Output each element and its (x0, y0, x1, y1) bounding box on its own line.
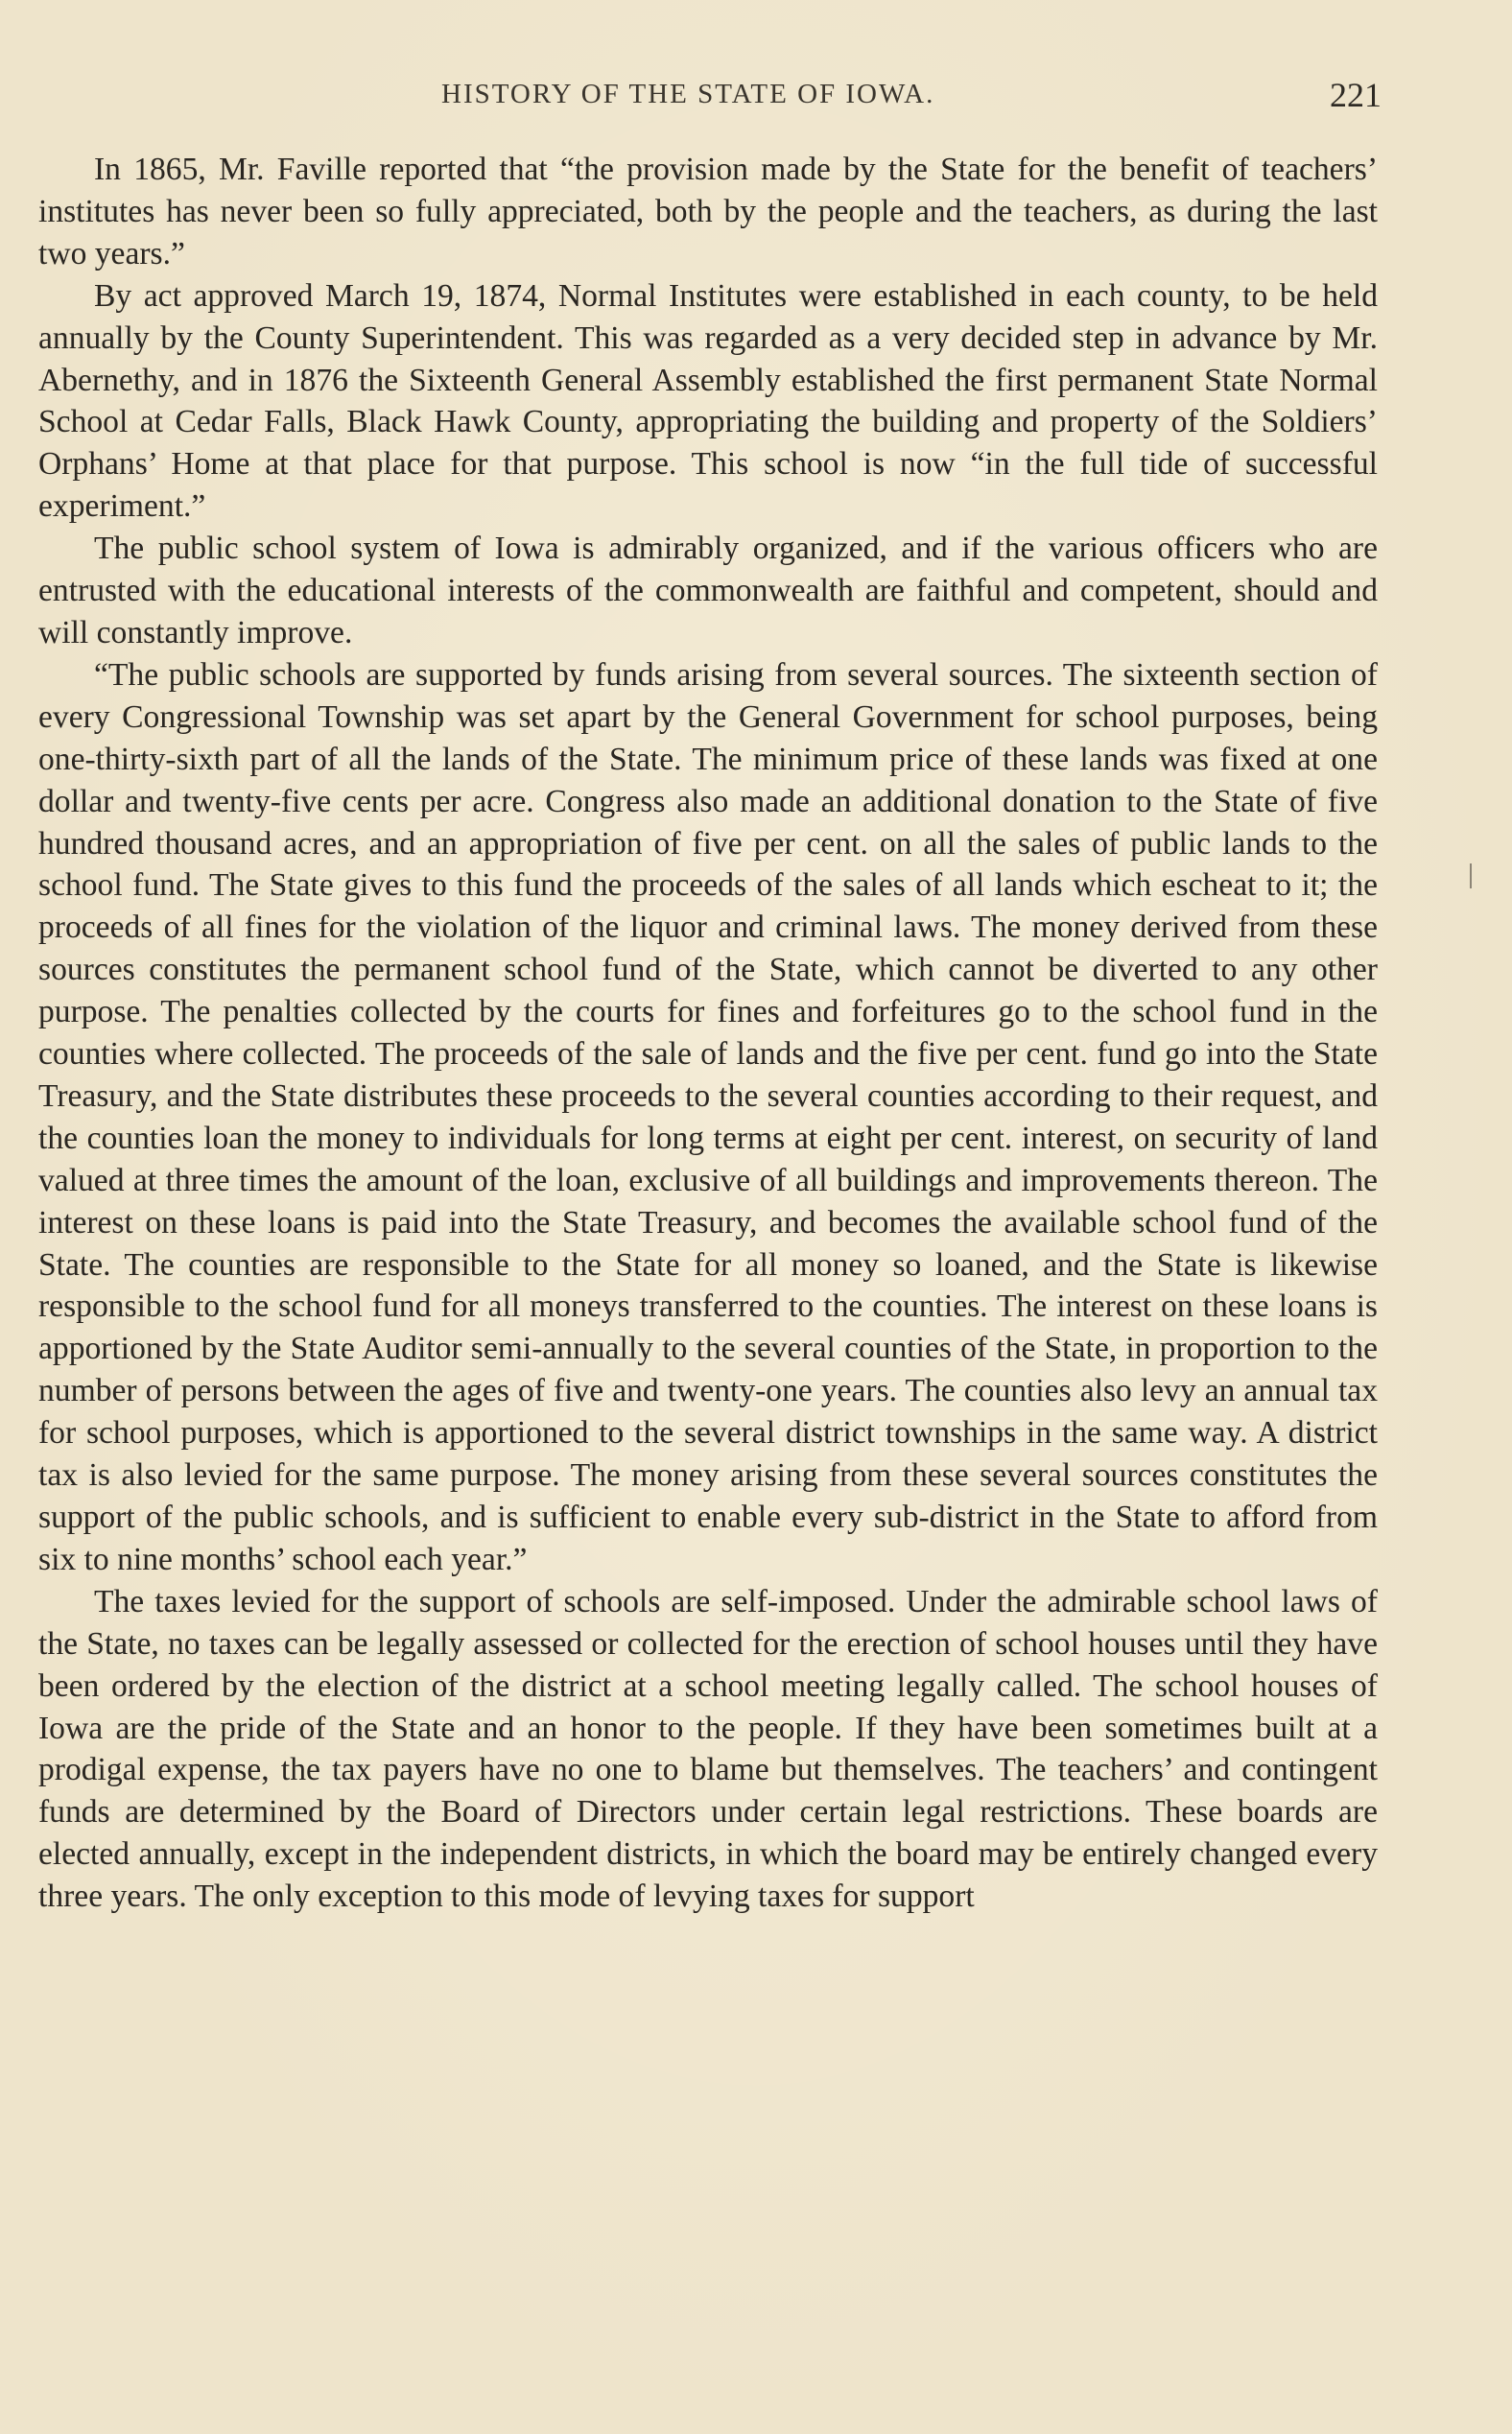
paragraph-school-system: The public school system of Iowa is admirably organized, and if the various officers who are entrusted with the educational interests of the commonwealth are faithful and competent, should and will constantly improve. (38, 531, 1378, 650)
paragraph-faville-report: In 1865, Mr. Faville reported that “the provision made by the State for the benefit of teachers’ institutes has never been so fully appreciated, both by the people and the teachers, as during the last two years.” (38, 152, 1378, 272)
page-header (38, 75, 1382, 117)
paragraph-school-funds: “The public schools are supported by funds arising from several sources. The sixteenth section of every Congressional Township was set apart by the General Government for school purposes, being one-thirty-sixth part of all the lands of the State. The minimum price of these lands was fixed at one dollar and twenty-five cents per acre. Congress also made an additional donation to the State of five hundred thousand acres, and an appropriation of five per cent. on all the sales of public lands to the school fund. The State gives to this fund the proceeds of the sales of all lands which escheat to it; the proceeds of all fines for the violation of the liquor and criminal laws. The money derived from these sources constitutes the permanent school fund of the State, which cannot be diverted to any other purpose. The penalties collected by the courts for fines and forfeitures go to the school fund in the counties where collected. The proceeds of the sale of lands and the five per cent. fund go into the State Treasury, and the State distributes these proceeds to the several counties according to their request, and the counties loan the money to individuals for long terms at eight per cent. interest, on security of land valued at three times the amount of the loan, exclusive of all buildings and improvements thereon. The interest on these loans is paid into the State Treasury, and becomes the available school fund of the State. The counties are responsible to the State for all money so loaned, and the State is likewise responsible to the school fund for all moneys transferred to the counties. The interest on these loans is apportioned by the State Auditor semi-annually to the several counties of the State, in proportion to the number of persons between the ages of five and twenty-one years. The counties also levy an annual tax for school purposes, which is apportioned to the several district townships in the same way. A district tax is also levied for the same purpose. The money arising from these several sources constitutes the support of the public schools, and is sufficient to enable every sub-district in the State to afford from six to nine months’ school each year.” (38, 656, 1378, 1577)
paragraph-normal-institutes: By act approved March 19, 1874, Normal Institutes were established in each county, to be held annually by the County Superintendent. This was regarded as a very decided step in advance by Mr. Abernethy, and in 1876 the Sixteenth General Assembly established the first permanent State Normal School at Cedar Falls, Black Hawk County, appropriating the building and property of the Soldiers’ Orphans’ Home at that place for that purpose. This school is now “in the full tide of successful experiment.” (38, 277, 1378, 525)
running-head: HISTORY OF THE STATE OF IOWA. (441, 79, 935, 109)
page-number: 221 (1330, 76, 1382, 114)
paragraph-school-taxes: The taxes levied for the support of schools are self-imposed. Under the admirable school laws of the State, no taxes can be legally assessed or collected for the erection of school houses until they have been ordered by the election of the district at a school meeting legally called. The school houses of Iowa are the pride of the State and an honor to the people. If they have been sometimes built at a prodigal expense, the tax payers have no one to blame but themselves. The teachers’ and contingent funds are determined by the Board of Directors under certain legal restrictions. These boards are elected annually, except in the independent districts, in which the board may be entirely changed every three years. The only exception to this mode of levying taxes for support (38, 1583, 1378, 1915)
margin-mark (1470, 863, 1472, 888)
body-text (38, 149, 1378, 1918)
